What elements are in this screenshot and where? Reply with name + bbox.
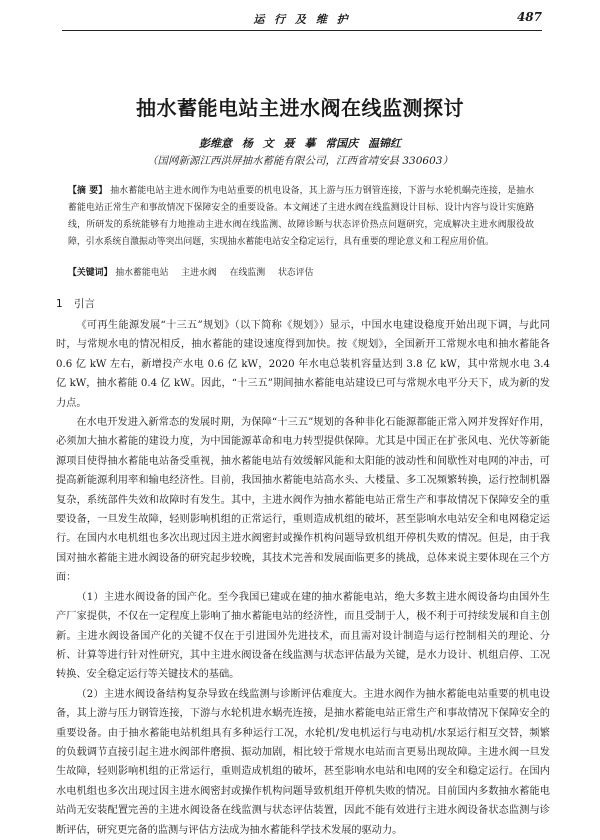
running-title: 运 行 及 维 护 xyxy=(253,13,351,26)
abstract-label: 【摘 要】 xyxy=(68,186,108,196)
body-paragraph: （2）主进水阀设备结构复杂导致在线监测与诊断评估难度大。主进水阀作为抽水蓄能电站重要的机电设备，其上游与压力钢管连接，下游与水轮机进水蜗壳连接，是抽水蓄能电站正常生产和事故情况下保障安全的重要设备。由于抽水蓄能电站机组具有多种运行工况，水轮机/发电机运行与电动机/水泵运行相互交替，频繁的负载调节直接引起主进水阀部件磨损、振动加剧，相比较于常规水电站而言更易出现故障。主进水阀一旦发生故障，轻则影响机组的正常运行，重则造成机组的破坏，甚至影响水电站和电网的安全和稳定运行。在国内水电机组也多次出现过因主进水阀密封或操作机构问题导致机组开停机失败的情况。目前国内多数抽水蓄能电站尚无安装配置完善的主进水阀设备在线监测与状态评估装置，因此不能有效进行主进水阀设备状态监测与诊断评估，研究更完备的监测与评估方法成为抽水蓄能科学技术发展的驱动力。 xyxy=(56,688,550,836)
author-list: 彭维意 杨 文 聂 摹 常国庆 温锦红 xyxy=(199,137,401,150)
body-paragraph: 在水电开发进入新常态的发展时期，为保障“十三五”规划的各种非化石能源都能正常入网并发挥好作用，必须加大抽水蓄能的建设力度，为中国能源革命和电力转型提供保障。尤其是中国正在扩张风电、光伏等新能源项目使得抽水蓄能电站备受重视，抽水蓄能电站有效缓解风能和太阳能的波动性和间歇性对电网的冲击，可提高新能源利用率和输电经济性。目前，我国抽水蓄能电站高水头、大楼量、多工况频繁转换，运行控制机器复杂，系统部件失效和故障时有发生。其中，主进水阀作为抽水蓄能电站正常生产和事故情况下保障安全的重要设备，一旦发生故障，轻则影响机组的正常运行，重则造成机组的破坏，甚至影响水电站安全和电网稳定运行。在国内水电机组也多次出现过因主进水阀密封或操作机构问题导致机组开停机失败的情况。但是，由于我国对抽水蓄能主进水阀设备的研究起步较晚，其技术完善和发展面临更多的挑战，总体来说主要体现在三个方面： xyxy=(56,417,550,584)
page-number: 487 xyxy=(516,10,542,24)
body-paragraph: 《可再生能源发展“十三五”规划》（以下简称《规划》）显示，中国水电建设稳度开始出现下调，与此同时，与常规水电的情况相反，抽水蓄能的建设速度得到加快。按《规划》，全国新开工常规水电和抽水蓄能各 0.6 亿 kW 左右，新增投产水电 0.6 亿 kW，2020 年水电总装机容量达到 3.8 亿 kW，其中常规水电 3.4 亿 kW，抽水蓄能 0.4 亿 kW。因此，“十三五”期间抽水蓄能电站建设已可与常规水电平分天下，成为新的发力点。 xyxy=(56,320,550,409)
abstract xyxy=(68,183,534,251)
running-header xyxy=(62,8,542,31)
keyword: 在线监测 xyxy=(229,268,266,278)
keyword: 主进水阀 xyxy=(181,268,217,278)
body-text xyxy=(56,316,550,840)
keyword: 状态评估 xyxy=(277,268,314,278)
section-heading xyxy=(56,296,95,311)
section-title: 引言 xyxy=(74,298,96,310)
body-paragraph: （1）主进水阀设备的国产化。至今我国已建或在建的抽水蓄能电站，绝大多数主进水阀设备均由国外生产厂家提供，不仅在一定程度上影响了抽水蓄能电站的经济性，而且受制于人，极不利于可持续发展和自主创新。主进水阀设备国产化的关键不仅在于引进国外先进技术，而且需对设计制造与运行控制相关的理论、分析、计算等进行针对性研究，其中主进水阀设备在线监测与状态评估最为关键，是水力设计、机组启停、工况转换、安全稳定运行等关键技术的基础。 xyxy=(56,591,550,681)
keyword: 抽水蓄能电站 xyxy=(115,268,169,278)
keywords xyxy=(68,265,534,282)
keywords-label: 【关键词】 xyxy=(68,268,113,278)
affiliation: （国网新源江西洪屏抽水蓄能有限公司，江西省靖安县 330603） xyxy=(147,155,453,167)
section-number: 1 xyxy=(56,298,63,310)
abstract-text: 抽水蓄能电站主进水阀作为电站重要的机电设备，其上游与压力钢管连接，下游与水轮机蜗壳连接，是抽水蓄能电站正常生产和事故情况下保障安全的重要设备。本文阐述了主进水阀在线监测设计目标、设计内容与设计实施路线，所研发的系统能够有力地推动主进水阀在线监测、故障诊断与状态评价热点问题研究，完成解决主进水阀服役故障，引水系统自激振动等突出问题，实现抽水蓄能电站安全稳定运行，具有重要的理论意义和工程应用价值。 xyxy=(68,186,534,247)
paper-title: 抽水蓄能电站主进水阀在线监测探讨 xyxy=(136,96,464,120)
